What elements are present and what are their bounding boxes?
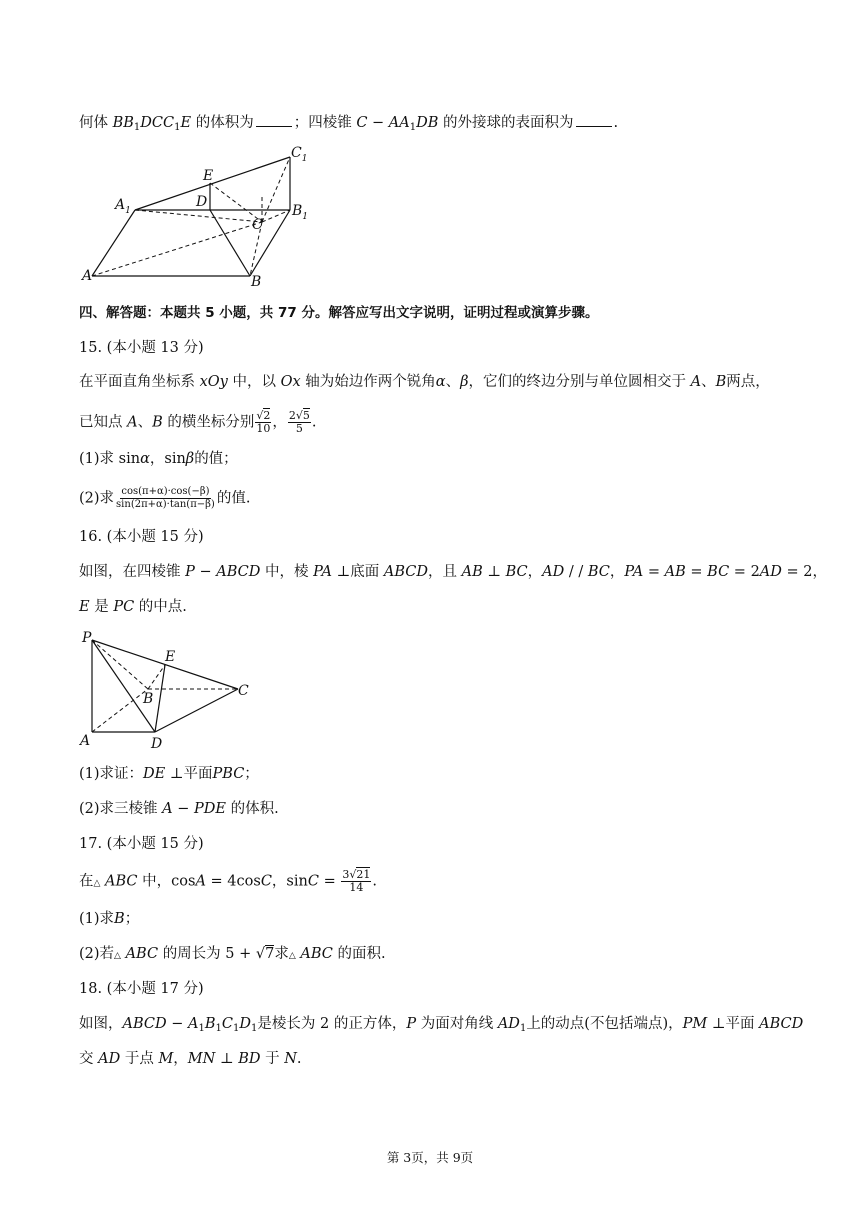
q17-line1: 在△ ABC 中，cosA = 4cosC，sinC = $\frac{3√21}{14}$ .	[79, 868, 377, 894]
answer-blank-1	[256, 112, 292, 127]
answer-blank-2	[576, 112, 612, 127]
q15-part2: (2)求 $\frac{\cos(\pi+\alpha)\cdot\cos(-\beta)}{\sin(2\pi+\alpha)\cdot\tan(\pi-\beta)}$ 的值.	[79, 486, 251, 510]
q16-part1: (1)求证：DE ⊥平面PBC；	[79, 766, 259, 782]
label-E: E	[165, 649, 176, 665]
label-B1: $B_1$	[292, 203, 309, 222]
q16-part2: (2)求三棱锥 A − PDE 的体积.	[79, 801, 279, 817]
label-A: A	[80, 733, 91, 749]
section-heading: 四、解答题：本题共 5 小题，共 77 分。解答应写出文字说明，证明过程或演算步骤。	[79, 305, 599, 321]
pyramid-figure	[78, 625, 258, 755]
q16-header: 16. (本小题 15 分)	[79, 529, 204, 545]
prism-figure	[78, 142, 318, 287]
q16-line2: E 是 PC 的中点.	[79, 599, 187, 615]
q17-part1: (1)求B；	[79, 911, 140, 927]
label-E: E	[203, 168, 214, 184]
label-B: B	[143, 691, 154, 707]
label-D: D	[151, 736, 163, 752]
q15-header: 15. (本小题 13 分)	[79, 340, 204, 356]
label-C1: $C_1$	[291, 145, 308, 164]
label-D: D	[196, 194, 208, 210]
q17-part2: (2)若△ ABC 的周长为 5 + √7求△ ABC 的面积.	[79, 946, 386, 962]
q16-line1: 如图，在四棱锥 P − ABCD 中，棱 PA ⊥底面 ABCD，且 AB ⊥ BC，AD / / BC，PA = AB = BC = 2AD = 2，	[79, 564, 827, 580]
label-A1: $A_1$	[115, 197, 131, 216]
q17-header: 17. (本小题 15 分)	[79, 836, 204, 852]
label-A: A	[82, 268, 93, 284]
page-footer: 第 3页，共 9页	[386, 1150, 474, 1165]
label-C: C	[238, 683, 249, 699]
q15-part1: (1)求 sinα，sinβ的值；	[79, 451, 238, 467]
q18-line2: 交 AD 于点 M，MN ⊥ BD 于 N.	[79, 1051, 302, 1067]
label-P: P	[82, 630, 92, 646]
q15-line1: 在平面直角坐标系 xOy 中，以 Ox 轴为始边作两个锐角α、β，它们的终边分别与单位圆相交于 A、B两点，	[79, 374, 770, 390]
label-B: B	[251, 274, 262, 287]
q14-line: 何体 $BB_1DCC_1E$ 的体积为 ；四棱锥 $C - AA_1DB$ 的外接球的表面积为 .	[79, 112, 618, 133]
q18-header: 18. (本小题 17 分)	[79, 981, 204, 997]
q18-line1: 如图，ABCD − $A_1B_1C_1D_1$是棱长为 2 的正方体，P 为面对角线 $AD_1$上的动点(不包括端点)，PM ⊥平面 ABCD	[79, 1016, 804, 1034]
label-C: C	[252, 217, 263, 233]
q15-line2: 已知点 A、B 的横坐标分别 $\frac{√2}{10}$ ， $\frac{2√5}{5}$ .	[79, 409, 317, 435]
